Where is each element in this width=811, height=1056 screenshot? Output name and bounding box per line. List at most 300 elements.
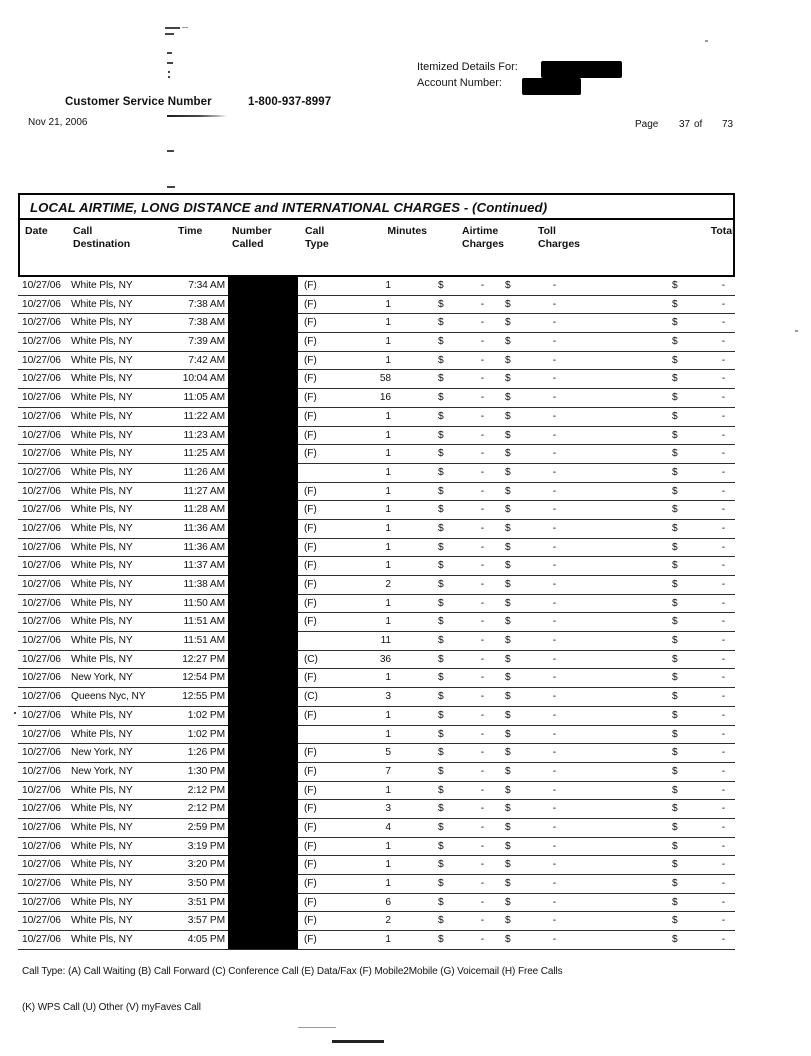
cell-toll-charges <box>493 632 563 650</box>
cell-minutes: 1 <box>385 429 391 441</box>
cell-destination: White Pls, NY <box>71 466 133 478</box>
cell-total-charges <box>563 838 735 856</box>
amount-dash: - <box>721 878 725 889</box>
amount-dash: - <box>552 317 556 329</box>
cell-date: 10/27/06 <box>22 448 61 460</box>
scan-artifact <box>167 115 227 117</box>
cell-toll-charges <box>493 782 563 800</box>
currency-symbol: $ <box>672 522 678 534</box>
cell-date: 10/27/06 <box>22 691 61 703</box>
table-row <box>18 296 735 315</box>
cell-destination: White Pls, NY <box>71 560 133 572</box>
table-row <box>18 464 735 483</box>
currency-symbol: $ <box>438 410 444 422</box>
page-of-label: of <box>694 119 703 130</box>
amount-dash: - <box>552 896 556 908</box>
cell-time: 11:50 AM <box>183 597 225 609</box>
cell-time: 1:02 PM <box>187 728 225 740</box>
table-row <box>18 726 735 745</box>
amount-dash: - <box>480 298 484 310</box>
currency-symbol: $ <box>438 354 444 366</box>
cell-airtime-charges <box>393 483 493 501</box>
cell-date: 10/27/06 <box>22 392 61 404</box>
amount-dash: - <box>480 280 484 291</box>
cell-total-charges <box>563 370 735 388</box>
cell-toll-charges <box>493 726 563 744</box>
currency-symbol: $ <box>672 597 678 609</box>
cell-minutes: 1 <box>385 485 391 497</box>
cell-date: 10/27/06 <box>22 579 61 590</box>
cell-destination: New York, NY <box>71 672 133 684</box>
currency-symbol: $ <box>438 429 444 441</box>
amount-dash: - <box>721 429 725 441</box>
currency-symbol: $ <box>438 878 444 889</box>
cell-total-charges <box>563 931 735 949</box>
cell-date: 10/27/06 <box>22 709 61 721</box>
cell-airtime-charges <box>393 445 493 463</box>
currency-symbol: $ <box>672 448 678 460</box>
amount-dash: - <box>480 541 484 553</box>
cell-call-type: (F) <box>304 522 317 534</box>
currency-symbol: $ <box>505 448 511 460</box>
cell-destination: White Pls, NY <box>71 485 133 497</box>
table-row <box>18 763 735 782</box>
scan-artifact <box>182 27 188 28</box>
cell-toll-charges <box>493 389 563 407</box>
amount-dash: - <box>480 803 484 815</box>
cell-toll-charges <box>493 445 563 463</box>
cell-destination: White Pls, NY <box>71 915 133 927</box>
currency-symbol: $ <box>672 466 678 478</box>
cell-total-charges <box>563 800 735 818</box>
cell-call-type: (F) <box>304 485 317 497</box>
cell-airtime-charges <box>393 408 493 426</box>
cell-date: 10/27/06 <box>22 672 61 684</box>
statement-date: Nov 21, 2006 <box>28 117 88 128</box>
cell-toll-charges <box>493 763 563 781</box>
currency-symbol: $ <box>438 821 444 833</box>
cell-date: 10/27/06 <box>22 429 61 441</box>
amount-dash: - <box>480 896 484 908</box>
amount-dash: - <box>480 448 484 460</box>
table-row <box>18 651 735 670</box>
currency-symbol: $ <box>438 597 444 609</box>
currency-symbol: $ <box>505 934 511 946</box>
cell-total-charges <box>563 688 735 706</box>
amount-dash: - <box>721 373 725 385</box>
cell-time: 11:05 AM <box>183 392 225 404</box>
amount-dash: - <box>721 541 725 553</box>
currency-symbol: $ <box>505 915 511 927</box>
cell-minutes: 16 <box>379 392 391 404</box>
account-number-label: Account Number: <box>417 77 502 89</box>
cell-total-charges <box>563 669 735 687</box>
currency-symbol: $ <box>672 429 678 441</box>
amount-dash: - <box>480 878 484 889</box>
cell-time: 11:36 AM <box>183 541 225 553</box>
cell-call-type: (F) <box>304 896 317 908</box>
currency-symbol: $ <box>672 784 678 796</box>
cell-airtime-charges <box>393 352 493 370</box>
cell-toll-charges <box>493 370 563 388</box>
cell-airtime-charges <box>393 744 493 762</box>
amount-dash: - <box>480 691 484 703</box>
amount-dash: - <box>552 298 556 310</box>
amount-dash: - <box>721 616 725 628</box>
table-row <box>18 408 735 427</box>
table-row <box>18 483 735 502</box>
currency-symbol: $ <box>438 672 444 684</box>
cell-toll-charges <box>493 576 563 594</box>
cell-time: 12:54 PM <box>182 672 225 684</box>
amount-dash: - <box>721 579 725 590</box>
table-row <box>18 501 735 520</box>
cell-total-charges <box>563 613 735 631</box>
cell-time: 11:27 AM <box>183 485 225 497</box>
amount-dash: - <box>480 840 484 852</box>
amount-dash: - <box>552 354 556 366</box>
cell-total-charges <box>563 726 735 744</box>
cell-destination: White Pls, NY <box>71 392 133 404</box>
table-row <box>18 632 735 651</box>
currency-symbol: $ <box>505 784 511 796</box>
cell-minutes: 1 <box>385 541 391 553</box>
amount-dash: - <box>480 821 484 833</box>
cell-total-charges <box>563 651 735 669</box>
currency-symbol: $ <box>438 728 444 740</box>
cell-call-type: (F) <box>304 317 317 329</box>
currency-symbol: $ <box>505 672 511 684</box>
amount-dash: - <box>480 373 484 385</box>
cell-destination: White Pls, NY <box>71 840 133 852</box>
cell-time: 7:39 AM <box>188 336 225 348</box>
cell-call-type: (C) <box>304 653 318 665</box>
currency-symbol: $ <box>672 336 678 348</box>
currency-symbol: $ <box>505 840 511 852</box>
amount-dash: - <box>552 915 556 927</box>
cell-minutes: 5 <box>385 747 391 759</box>
page-label: Page <box>635 119 659 130</box>
currency-symbol: $ <box>438 653 444 665</box>
cell-total-charges <box>563 520 735 538</box>
currency-symbol: $ <box>438 616 444 628</box>
cell-call-type: (F) <box>304 803 317 815</box>
amount-dash: - <box>480 354 484 366</box>
currency-symbol: $ <box>672 280 678 291</box>
cell-toll-charges <box>493 520 563 538</box>
cell-destination: White Pls, NY <box>71 878 133 889</box>
cell-destination: New York, NY <box>71 765 133 777</box>
currency-symbol: $ <box>672 635 678 647</box>
currency-symbol: $ <box>438 448 444 460</box>
cell-date: 10/27/06 <box>22 298 61 310</box>
cell-total-charges <box>563 445 735 463</box>
cell-minutes: 1 <box>385 354 391 366</box>
cell-destination: White Pls, NY <box>71 709 133 721</box>
cell-toll-charges <box>493 744 563 762</box>
amount-dash: - <box>552 522 556 534</box>
cell-toll-charges <box>493 819 563 837</box>
table-row <box>18 819 735 838</box>
cell-destination: White Pls, NY <box>71 896 133 908</box>
amount-dash: - <box>480 597 484 609</box>
cell-minutes: 1 <box>385 934 391 946</box>
currency-symbol: $ <box>438 466 444 478</box>
currency-symbol: $ <box>672 392 678 404</box>
cell-time: 2:59 PM <box>187 821 225 833</box>
table-row <box>18 557 735 576</box>
cell-date: 10/27/06 <box>22 504 61 516</box>
cell-call-type: (F) <box>304 373 317 385</box>
cell-time: 3:50 PM <box>187 878 225 889</box>
currency-symbol: $ <box>505 597 511 609</box>
cell-call-type: (F) <box>304 410 317 422</box>
cell-call-type <box>303 726 363 744</box>
cell-destination: White Pls, NY <box>71 410 133 422</box>
cell-destination: White Pls, NY <box>71 616 133 628</box>
amount-dash: - <box>552 635 556 647</box>
table-row <box>18 782 735 801</box>
amount-dash: - <box>552 392 556 404</box>
cell-date: 10/27/06 <box>22 821 61 833</box>
currency-symbol: $ <box>438 859 444 871</box>
cell-total-charges <box>563 632 735 650</box>
itemized-details-label: Itemized Details For: <box>417 61 518 73</box>
amount-dash: - <box>480 392 484 404</box>
amount-dash: - <box>480 429 484 441</box>
cell-airtime-charges <box>393 613 493 631</box>
cell-call-type: (F) <box>304 747 317 759</box>
cell-destination: White Pls, NY <box>71 541 133 553</box>
amount-dash: - <box>552 747 556 759</box>
cell-airtime-charges <box>393 782 493 800</box>
currency-symbol: $ <box>672 934 678 946</box>
currency-symbol: $ <box>505 485 511 497</box>
cell-date: 10/27/06 <box>22 896 61 908</box>
scan-artifact <box>332 1040 384 1043</box>
amount-dash: - <box>721 821 725 833</box>
cell-time: 11:23 AM <box>183 429 225 441</box>
currency-symbol: $ <box>438 934 444 946</box>
cell-date: 10/27/06 <box>22 317 61 329</box>
currency-symbol: $ <box>438 485 444 497</box>
cell-destination: White Pls, NY <box>71 317 133 329</box>
amount-dash: - <box>480 859 484 871</box>
amount-dash: - <box>721 840 725 852</box>
cell-date: 10/27/06 <box>22 485 61 497</box>
cell-minutes: 2 <box>385 915 391 927</box>
cell-toll-charges <box>493 875 563 893</box>
cell-call-type: (F) <box>304 560 317 572</box>
table-row <box>18 520 735 539</box>
amount-dash: - <box>721 653 725 665</box>
table-row <box>18 856 735 875</box>
cell-destination: White Pls, NY <box>71 597 133 609</box>
currency-symbol: $ <box>672 859 678 871</box>
cell-airtime-charges <box>393 688 493 706</box>
cell-minutes: 1 <box>385 859 391 871</box>
amount-dash: - <box>552 803 556 815</box>
currency-symbol: $ <box>438 635 444 647</box>
table-row <box>18 707 735 726</box>
amount-dash: - <box>480 522 484 534</box>
cell-call-type: (F) <box>304 915 317 927</box>
cell-airtime-charges <box>393 464 493 482</box>
scan-artifact <box>795 330 798 332</box>
amount-dash: - <box>552 616 556 628</box>
currency-symbol: $ <box>438 336 444 348</box>
currency-symbol: $ <box>672 840 678 852</box>
cell-date: 10/27/06 <box>22 784 61 796</box>
amount-dash: - <box>721 336 725 348</box>
cell-minutes: 1 <box>385 522 391 534</box>
cell-call-type: (F) <box>304 859 317 871</box>
cell-date: 10/27/06 <box>22 878 61 889</box>
table-row <box>18 688 735 707</box>
currency-symbol: $ <box>438 541 444 553</box>
scan-artifact <box>298 1027 336 1028</box>
cell-airtime-charges <box>393 651 493 669</box>
amount-dash: - <box>552 653 556 665</box>
amount-dash: - <box>480 410 484 422</box>
cell-time: 12:55 PM <box>182 691 225 703</box>
currency-symbol: $ <box>672 878 678 889</box>
amount-dash: - <box>552 336 556 348</box>
cell-toll-charges <box>493 539 563 557</box>
cell-minutes: 6 <box>385 896 391 908</box>
cell-minutes: 1 <box>385 840 391 852</box>
cell-airtime-charges <box>393 277 493 295</box>
cell-airtime-charges <box>393 931 493 949</box>
amount-dash: - <box>552 373 556 385</box>
column-header-date: Date <box>25 225 48 237</box>
amount-dash: - <box>480 784 484 796</box>
cell-total-charges <box>563 501 735 519</box>
cell-date: 10/27/06 <box>22 280 61 291</box>
cell-total-charges <box>563 333 735 351</box>
amount-dash: - <box>721 691 725 703</box>
currency-symbol: $ <box>505 747 511 759</box>
cell-time: 2:12 PM <box>187 784 225 796</box>
cell-airtime-charges <box>393 520 493 538</box>
cell-call-type: (F) <box>304 448 317 460</box>
amount-dash: - <box>721 803 725 815</box>
currency-symbol: $ <box>672 728 678 740</box>
cell-minutes: 1 <box>385 298 391 310</box>
cell-destination: White Pls, NY <box>71 579 133 590</box>
cell-toll-charges <box>493 669 563 687</box>
currency-symbol: $ <box>505 522 511 534</box>
table-row <box>18 314 735 333</box>
table-row <box>18 445 735 464</box>
cell-toll-charges <box>493 408 563 426</box>
cell-toll-charges <box>493 912 563 930</box>
cell-total-charges <box>563 427 735 445</box>
currency-symbol: $ <box>505 635 511 647</box>
amount-dash: - <box>480 915 484 927</box>
currency-symbol: $ <box>505 560 511 572</box>
cell-toll-charges <box>493 314 563 332</box>
table-body <box>18 277 735 950</box>
cell-total-charges <box>563 819 735 837</box>
table-head-box <box>18 193 735 277</box>
cell-total-charges <box>563 352 735 370</box>
cell-airtime-charges <box>393 333 493 351</box>
cell-airtime-charges <box>393 819 493 837</box>
cell-time: 1:02 PM <box>187 709 225 721</box>
cell-destination: White Pls, NY <box>71 635 133 647</box>
amount-dash: - <box>721 915 725 927</box>
cell-date: 10/27/06 <box>22 466 61 478</box>
currency-symbol: $ <box>438 915 444 927</box>
cell-total-charges <box>563 744 735 762</box>
column-header-number-called: Number Called <box>232 225 272 250</box>
table-row <box>18 389 735 408</box>
scan-artifact <box>14 712 16 714</box>
cell-airtime-charges <box>393 427 493 445</box>
currency-symbol: $ <box>672 354 678 366</box>
column-header-airtime-charges: Airtime Charges <box>462 225 505 250</box>
cell-airtime-charges <box>393 669 493 687</box>
cell-minutes: 36 <box>379 653 391 665</box>
currency-symbol: $ <box>438 803 444 815</box>
currency-symbol: $ <box>505 429 511 441</box>
currency-symbol: $ <box>505 317 511 329</box>
currency-symbol: $ <box>438 373 444 385</box>
cell-toll-charges <box>493 707 563 725</box>
currency-symbol: $ <box>672 915 678 927</box>
cell-destination: White Pls, NY <box>71 280 133 291</box>
call-type-legend-line2: (K) WPS Call (U) Other (V) myFaves Call <box>22 1002 201 1013</box>
customer-service-number: 1-800-937-8997 <box>248 96 332 108</box>
cell-time: 11:28 AM <box>183 504 225 516</box>
amount-dash: - <box>721 485 725 497</box>
amount-dash: - <box>721 298 725 310</box>
cell-date: 10/27/06 <box>22 541 61 553</box>
cell-total-charges <box>563 389 735 407</box>
amount-dash: - <box>721 504 725 516</box>
table-row <box>18 370 735 389</box>
call-type-legend-line1: Call Type: (A) Call Waiting (B) Call Forward (C) Conference Call (E) Data/Fax (F) Mobile2Mobile (G) Voicemail (H) Free Calls <box>22 966 563 977</box>
currency-symbol: $ <box>505 392 511 404</box>
cell-total-charges <box>563 296 735 314</box>
currency-symbol: $ <box>505 803 511 815</box>
table-row <box>18 277 735 296</box>
cell-toll-charges <box>493 931 563 949</box>
cell-minutes: 1 <box>385 280 391 291</box>
currency-symbol: $ <box>672 765 678 777</box>
page-total: 73 <box>722 119 734 130</box>
currency-symbol: $ <box>672 672 678 684</box>
cell-call-type: (F) <box>304 579 317 590</box>
amount-dash: - <box>480 485 484 497</box>
cell-time: 11:22 AM <box>183 410 225 422</box>
amount-dash: - <box>721 635 725 647</box>
cell-total-charges <box>563 408 735 426</box>
amount-dash: - <box>721 522 725 534</box>
amount-dash: - <box>552 691 556 703</box>
amount-dash: - <box>480 336 484 348</box>
cell-destination: White Pls, NY <box>71 298 133 310</box>
table-row <box>18 427 735 446</box>
amount-dash: - <box>552 410 556 422</box>
table-row <box>18 875 735 894</box>
column-header-toll-charges: Toll Charges <box>538 225 581 250</box>
amount-dash: - <box>480 709 484 721</box>
cell-date: 10/27/06 <box>22 728 61 740</box>
currency-symbol: $ <box>505 336 511 348</box>
table-row <box>18 613 735 632</box>
